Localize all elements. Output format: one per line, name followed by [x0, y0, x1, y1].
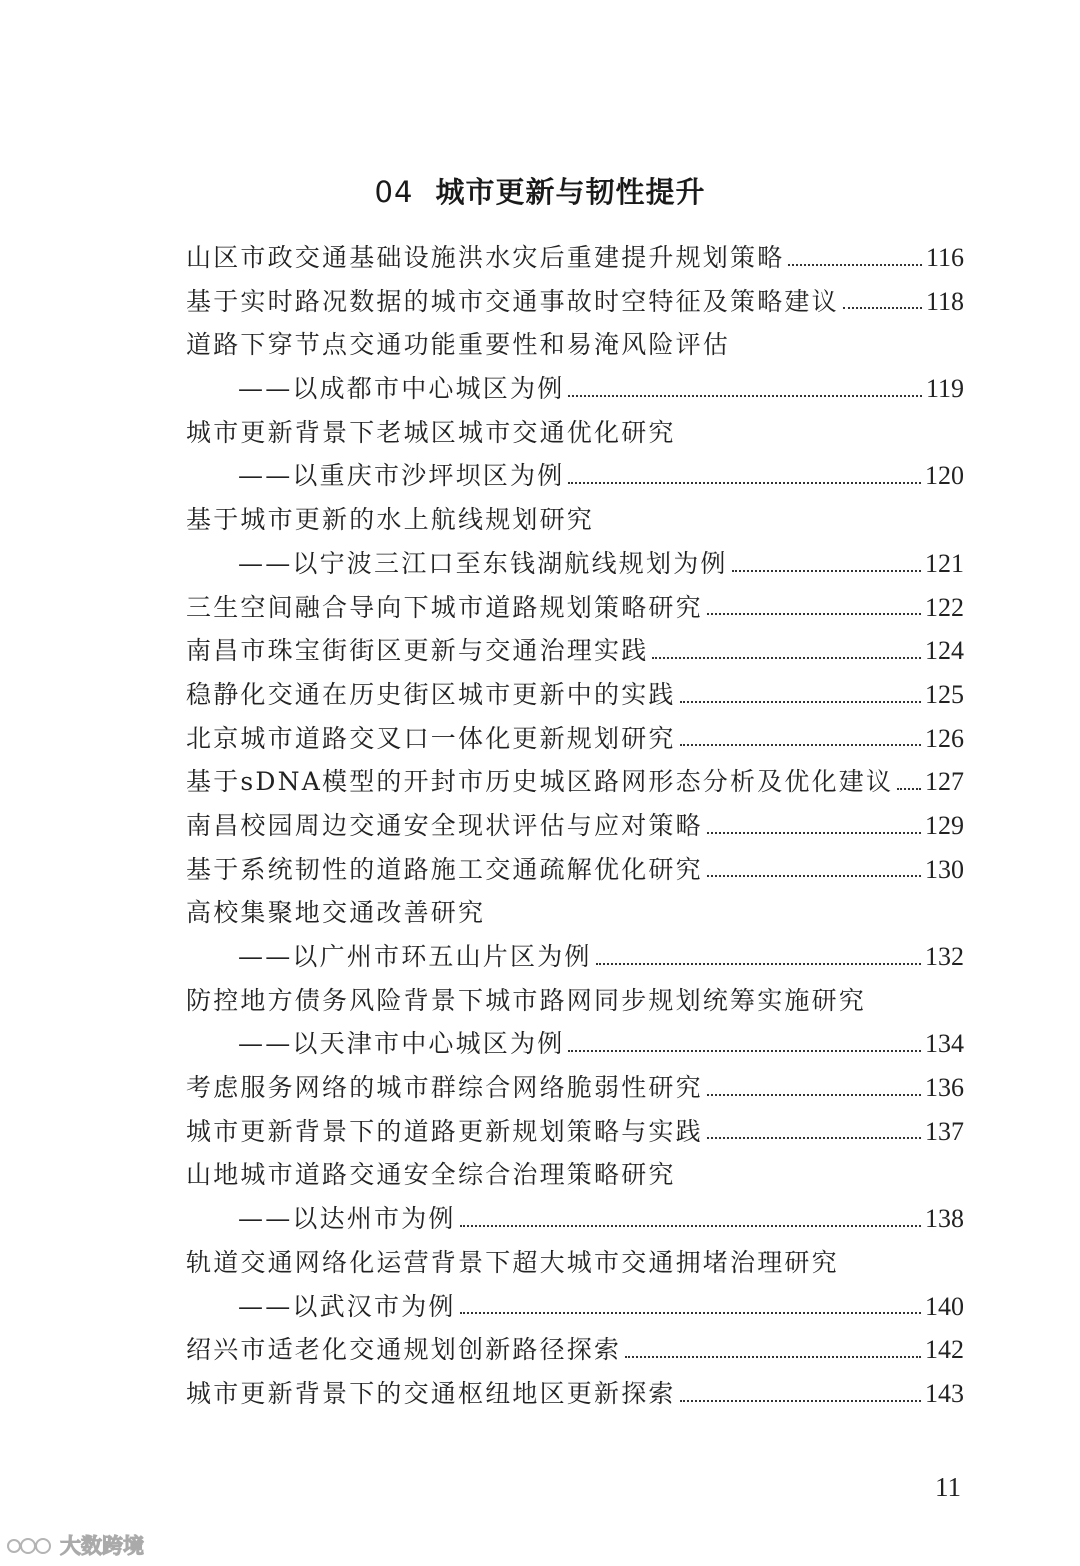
toc-entry: [186, 280, 964, 324]
dot-leader: [732, 570, 921, 572]
toc-entry: [186, 1285, 964, 1329]
dot-leader: [707, 1094, 921, 1096]
toc-entry-title: ——以武汉市为例: [238, 1291, 456, 1321]
dot-leader: [652, 657, 921, 659]
toc-entry-title: 轨道交通网络化运营背景下超大城市交通拥堵治理研究: [186, 1247, 839, 1277]
toc-entry-title: 道路下穿节点交通功能重要性和易淹风险评估: [186, 330, 731, 360]
toc-entry-title: 基于sDNA模型的开封市历史城区路网形态分析及优化建议: [186, 767, 894, 797]
section-number: 04: [374, 175, 414, 209]
toc-entry-page: 116: [925, 243, 964, 272]
toc-entry-page: 125: [925, 679, 964, 709]
toc-entry: [186, 367, 964, 411]
brand-logo-icon: [6, 1532, 54, 1558]
dot-leader: [460, 1225, 921, 1227]
dot-leader: [680, 701, 921, 703]
toc-entry-title: 城市更新背景下的道路更新规划策略与实践: [186, 1116, 703, 1146]
toc-entry: [186, 1153, 964, 1197]
toc-entry: [186, 673, 964, 717]
dot-leader: [568, 1050, 921, 1052]
toc-entry: [186, 760, 964, 804]
toc-entry-title: 基于实时路况数据的城市交通事故时空特征及策略建议: [186, 286, 839, 316]
toc-entry: [186, 979, 964, 1023]
toc-entry-title: 山地城市道路交通安全综合治理策略研究: [186, 1160, 676, 1190]
toc-entry-title: ——以成都市中心城区为例: [238, 374, 565, 404]
dot-leader: [625, 1356, 921, 1358]
dot-leader: [568, 395, 922, 397]
dot-leader: [568, 482, 921, 484]
dot-leader: [897, 788, 921, 790]
toc-entry: [186, 498, 964, 542]
toc-entry-title: 防控地方债务风险背景下城市路网同步规划统筹实施研究: [186, 985, 867, 1015]
toc-entry-title: ——以宁波三江口至东钱湖航线规划为例: [238, 548, 728, 578]
toc-entry: [186, 1328, 964, 1372]
toc-entry-page: 118: [925, 286, 964, 316]
toc-entry: [186, 717, 964, 761]
toc-entry-title: 三生空间融合导向下城市道路规划策略研究: [186, 592, 703, 622]
toc-entry-title: 稳静化交通在历史街区城市更新中的实践: [186, 679, 676, 709]
toc-entry: [186, 1110, 964, 1154]
toc-entry-title: 南昌市珠宝街街区更新与交通治理实践: [186, 636, 649, 666]
toc-entry: [186, 586, 964, 630]
toc-entry-page: 119: [925, 374, 964, 404]
toc-entry: [186, 236, 964, 280]
toc-entry: [186, 454, 964, 498]
toc-entry: [186, 1066, 964, 1110]
toc-entry-page: 120: [925, 461, 964, 491]
dot-leader: [680, 1400, 921, 1402]
section-title: 城市更新与韧性提升: [435, 175, 706, 209]
section-heading: [0, 168, 1080, 216]
toc-entry: [186, 629, 964, 673]
dot-leader: [843, 307, 922, 309]
toc-entry-title: 基于系统韧性的道路施工交通疏解优化研究: [186, 854, 703, 884]
toc-entry: [186, 411, 964, 455]
toc-entry-page: 137: [925, 1116, 964, 1146]
toc-entry: [186, 1241, 964, 1285]
toc-entry-page: 136: [925, 1073, 964, 1103]
toc-entry: [186, 848, 964, 892]
toc-entry-title: 南昌校园周边交通安全现状评估与应对策略: [186, 810, 703, 840]
toc-entry-page: 130: [925, 854, 964, 884]
toc-entry-page: 122: [925, 592, 964, 622]
toc-entry-title: ——以天津市中心城区为例: [238, 1029, 565, 1059]
table-of-contents: [186, 236, 964, 1416]
watermark-text: 大数跨境: [60, 1534, 144, 1558]
dot-leader: [707, 1137, 921, 1139]
dot-leader: [460, 1312, 921, 1314]
toc-entry-page: 143: [925, 1378, 964, 1408]
toc-entry-title: 城市更新背景下老城区城市交通优化研究: [186, 417, 676, 447]
toc-entry-title: ——以重庆市沙坪坝区为例: [238, 461, 565, 491]
toc-entry-title: 绍兴市适老化交通规划创新路径探索: [186, 1335, 622, 1365]
toc-entry-title: 山区市政交通基础设施洪水灾后重建提升规划策略: [186, 243, 785, 272]
toc-entry-page: 124: [925, 636, 964, 666]
toc-entry: [186, 891, 964, 935]
toc-entry-page: 129: [925, 810, 964, 840]
toc-entry: [186, 1197, 964, 1241]
toc-entry: [186, 1372, 964, 1416]
dot-leader: [596, 963, 921, 965]
dot-leader: [680, 744, 921, 746]
toc-entry: [186, 935, 964, 979]
toc-entry-page: 127: [925, 767, 964, 797]
toc-entry: [186, 1022, 964, 1066]
toc-entry-title: 北京城市道路交叉口一体化更新规划研究: [186, 723, 676, 753]
toc-entry-page: 142: [925, 1335, 964, 1365]
page-number: 11: [935, 1472, 961, 1502]
toc-entry: [186, 804, 964, 848]
toc-entry: [186, 542, 964, 586]
toc-entry: [186, 323, 964, 367]
toc-entry-title: ——以达州市为例: [238, 1204, 456, 1234]
dot-leader: [707, 832, 921, 834]
watermark: [6, 1530, 144, 1560]
toc-entry-title: 城市更新背景下的交通枢纽地区更新探索: [186, 1378, 676, 1408]
toc-entry-title: 基于城市更新的水上航线规划研究: [186, 505, 595, 535]
toc-entry-page: 126: [925, 723, 964, 753]
toc-entry-title: 高校集聚地交通改善研究: [186, 898, 486, 928]
toc-entry-page: 132: [925, 942, 964, 971]
toc-entry-page: 121: [925, 548, 964, 578]
toc-entry-page: 134: [925, 1029, 964, 1059]
toc-entry-title: 考虑服务网络的城市群综合网络脆弱性研究: [186, 1073, 703, 1103]
toc-entry-title: ——以广州市环五山片区为例: [238, 942, 592, 971]
dot-leader: [788, 264, 922, 266]
dot-leader: [707, 875, 921, 877]
toc-entry-page: 138: [925, 1204, 964, 1234]
toc-entry-page: 140: [925, 1291, 964, 1321]
dot-leader: [707, 613, 921, 615]
